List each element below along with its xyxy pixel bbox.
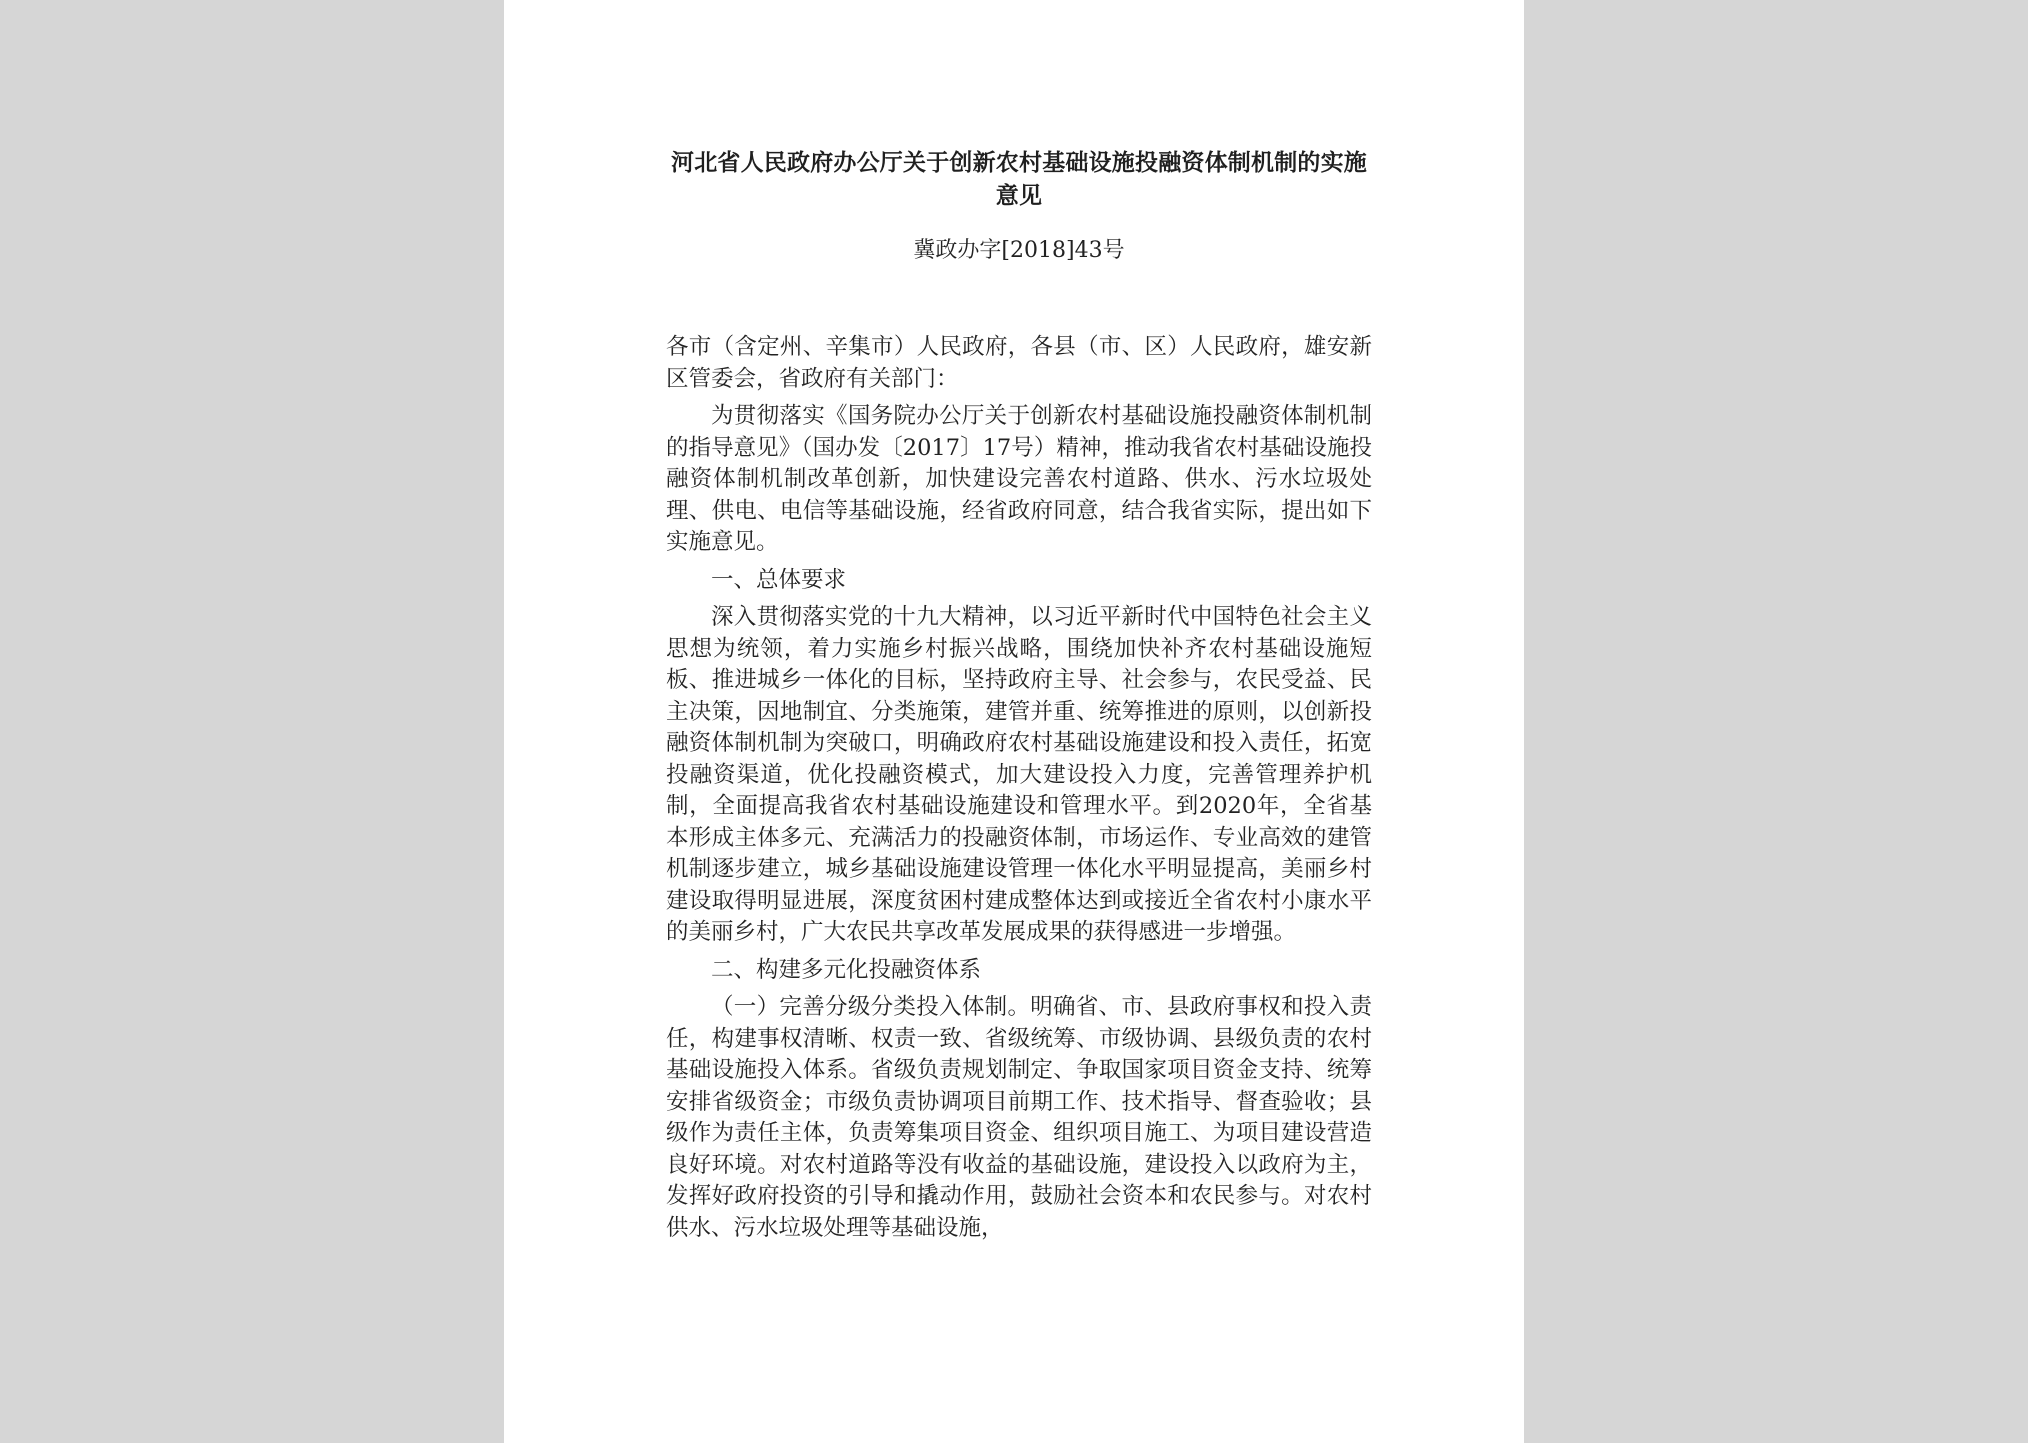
section-heading-general-requirements: 一、总体要求 bbox=[711, 566, 847, 593]
paragraph-intro: 为贯彻落实《国务院办公厅关于创新农村基础设施投融资体制机制的指导意见》（国办发〔2017〕17号）精神，推动我省农村基础设施投融资体制机制改革创新，加快建设完善农村道路、供水、污水垃圾处理、供电、电信等基础设施，经省政府同意，结合我省实际，提出如下实施意见。 bbox=[666, 403, 1372, 555]
paragraph-graded-investment: （一）完善分级分类投入体制。明确省、市、县政府事权和投入责任，构建事权清晰、权责一致、省级统筹、市级协调、县级负责的农村基础设施投入体系。省级负责规划制定、争取国家项目资金支持、统筹安排省级资金；市级负责协调项目前期工作、技术指导、督查验收；县级作为责任主体，负责筹集项目资金、组织项目施工、为项目建设营造良好环境。对农村道路等没有收益的基础设施，建设投入以政府为主，发挥好政府投资的引导和撬动作用，鼓励社会资本和农民参与。对农村供水、污水垃圾处理等基础设施， bbox=[666, 994, 1372, 1241]
document-page bbox=[504, 0, 1524, 1443]
document-body bbox=[666, 332, 1372, 1244]
paragraph-general-requirements: 深入贯彻落实党的十九大精神，以习近平新时代中国特色社会主义思想为统领，着力实施乡村振兴战略，围绕加快补齐农村基础设施短板、推进城乡一体化的目标，坚持政府主导、社会参与，农民受益、民主决策，因地制宜、分类施策，建管并重、统筹推进的原则，以创新投融资体制机制为突破口，明确政府农村基础设施建设和投入责任，拓宽投融资渠道，优化投融资模式，加大建设投入力度，完善管理养护机制，全面提高我省农村基础设施建设和管理水平。到2020年，全省基本形成主体多元、充满活力的投融资体制，市场运作、专业高效的建管机制逐步建立，城乡基础设施建设管理一体化水平明显提高，美丽乡村建设取得明显进展，深度贫困村建成整体达到或接近全省农村小康水平的美丽乡村，广大农民共享改革发展成果的获得感进一步增强。 bbox=[666, 604, 1372, 945]
section-heading-investment-system: 二、构建多元化投融资体系 bbox=[711, 956, 982, 983]
document-number: 冀政办字[2018]43号 bbox=[913, 238, 1125, 263]
document-title: 河北省人民政府办公厅关于创新农村基础设施投融资体制机制的实施意见 bbox=[671, 149, 1367, 209]
salutation: 各市（含定州、辛集市）人民政府，各县（市、区）人民政府，雄安新区管委会，省政府有关部门： bbox=[666, 334, 1372, 392]
document-content bbox=[666, 146, 1372, 1250]
